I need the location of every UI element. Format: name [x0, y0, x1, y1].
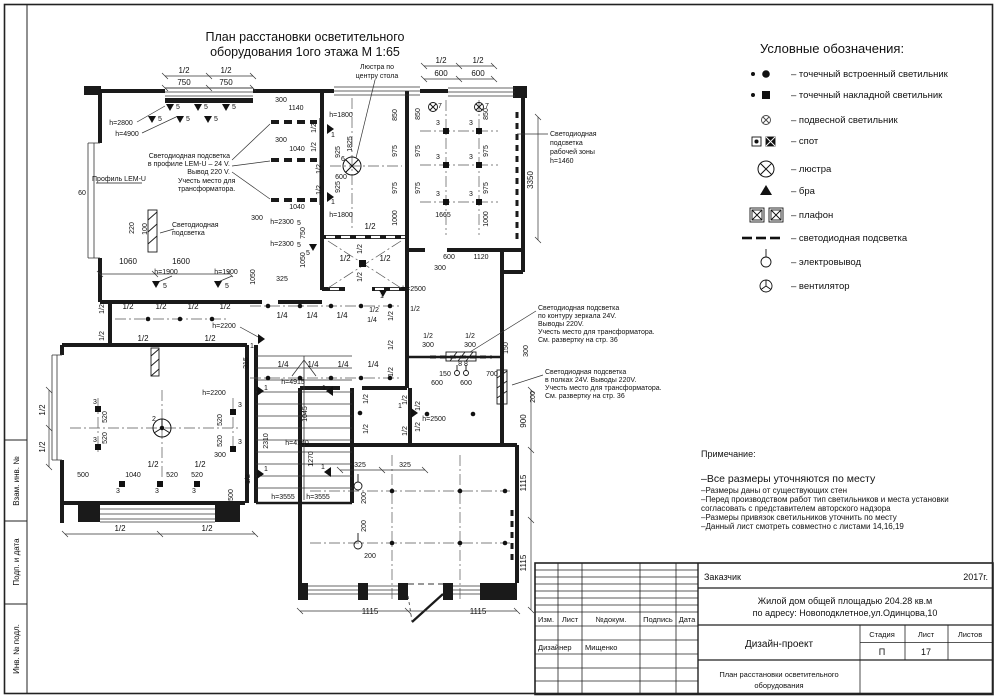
- drawing-name-line1: План расстановки осветительного: [719, 670, 839, 679]
- notes-header: Примечание:: [701, 449, 756, 459]
- plan-label: 3: [93, 437, 97, 444]
- plan-label: 1/2: [316, 164, 323, 174]
- plan-label: 1115: [519, 554, 528, 572]
- plan-label: 1/2: [369, 307, 379, 314]
- plan-label: 1/2: [220, 66, 232, 75]
- plan-label: 8 8: [458, 361, 468, 368]
- plan-label: 325: [399, 462, 411, 469]
- col-sign: Подпись: [643, 615, 673, 624]
- stage-value: П: [878, 647, 886, 657]
- plafond-icon: [750, 208, 783, 222]
- plan-label: 3: [116, 488, 120, 495]
- plan-title-line1: План расстановки осветительного: [205, 30, 405, 44]
- plan-label: 100: [142, 223, 149, 235]
- plan-label: 3: [238, 402, 242, 409]
- plan-label: 315: [243, 357, 250, 369]
- plan-label: 850: [392, 109, 399, 121]
- plan-label: 1/2: [357, 244, 364, 254]
- plan-label: 3: [436, 191, 440, 198]
- plan-label: 520: [102, 411, 109, 423]
- plan-label: 3: [469, 154, 473, 161]
- plan-label: 850: [483, 108, 490, 120]
- plan-label: 3: [436, 154, 440, 161]
- plan-label: 1/4: [337, 360, 349, 369]
- legend-item-label: – подвесной светильник: [791, 115, 898, 126]
- plan-label: 5: [163, 283, 167, 290]
- plan-label: 600: [431, 380, 443, 387]
- plan-label: 3: [469, 191, 473, 198]
- designer-name: Мищенко: [585, 643, 618, 652]
- plan-label: 1/2: [415, 401, 422, 411]
- plan-label: 1/2: [155, 302, 167, 311]
- plan-label: 1/2: [415, 422, 422, 432]
- plan-label: h=2500: [422, 416, 446, 423]
- plan-label: 1115: [361, 607, 379, 616]
- plan-label: 1/2: [147, 460, 159, 469]
- plan-label: подсветка: [550, 140, 583, 147]
- plan-label: 1/2: [472, 56, 484, 65]
- project-description-line1: Жилой дом общей площадью 204.28 кв.м: [757, 596, 933, 606]
- legend-item-label: – спот: [791, 136, 819, 147]
- plan-label: h=2200: [212, 323, 236, 330]
- plan-label: h=2500: [402, 286, 426, 293]
- plan-label: 300: [275, 97, 287, 104]
- plan-label: 1/2: [402, 395, 409, 405]
- plan-label: центру стола: [355, 73, 399, 80]
- plan-label: 600: [460, 380, 472, 387]
- plan-label: 1/2: [363, 394, 370, 404]
- plan-label: 5: [297, 242, 301, 249]
- plan-label: 300: [464, 342, 476, 349]
- title-block-text: [538, 572, 988, 690]
- plan-label: 1: [322, 385, 326, 392]
- note-line: –Размеры даны от существующих стен: [701, 486, 847, 495]
- plan-label: 150: [439, 371, 451, 378]
- pendant-light-icon: [762, 116, 771, 125]
- plan-label: 3350: [526, 171, 535, 189]
- surface-spot-icon: [751, 91, 770, 99]
- plan-label: 2310: [263, 433, 270, 449]
- plan-label: h=4915: [281, 379, 305, 386]
- plan-label: 1: [398, 403, 402, 410]
- plan-label: 2: [152, 416, 156, 423]
- plan-label: 325: [354, 462, 366, 469]
- stamp-cell-1: Взам. инв. №: [12, 456, 21, 506]
- note-line: –Все размеры уточняются по месту: [701, 473, 876, 485]
- plan-label: 1/2: [137, 334, 149, 343]
- plan-label: 520: [166, 472, 178, 479]
- plan-label: 520: [102, 432, 109, 444]
- plan-label: 1115: [519, 474, 528, 492]
- legend-item-label: – точечный встроенный светильник: [791, 69, 948, 80]
- plan-label: 1: [380, 293, 384, 300]
- plan-label: 1/2: [311, 142, 318, 152]
- plan-label: подсветка: [172, 230, 205, 237]
- plan-label: 1/2: [363, 424, 370, 434]
- recessed-spot-icon: [751, 70, 770, 78]
- plan-label: 300: [251, 215, 263, 222]
- plan-label: 200: [530, 391, 537, 403]
- plan-label: 925: [335, 181, 342, 193]
- plan-label: h=1460: [550, 158, 574, 165]
- plan-label: 1/2: [410, 306, 420, 313]
- plan-label: 300: [275, 137, 287, 144]
- stamp-cell-3: Инв. № подл.: [12, 624, 21, 674]
- plan-title-line2: оборудования 1ого этажа М 1:65: [210, 45, 400, 59]
- plan-label: 1000: [483, 211, 490, 227]
- plan-label: 1/2: [38, 441, 47, 453]
- plan-label: 1060: [119, 257, 137, 266]
- plan-label: 975: [483, 182, 490, 194]
- legend-item-label: – вентилятор: [791, 281, 850, 292]
- sconce-icon: [760, 185, 772, 195]
- plan-label: 1115: [469, 607, 487, 616]
- plan-label: См. развертку на стр. 36: [545, 393, 625, 400]
- plan-label: 975: [392, 182, 399, 194]
- plan-label: 1050: [300, 252, 307, 268]
- legend-item-label: – бра: [791, 186, 815, 197]
- plan-label: 1: [264, 385, 268, 392]
- plan-label: 850: [415, 108, 422, 120]
- plan-label: в полках 24V. Выводы 220V.: [545, 377, 637, 384]
- plan-label: 520: [217, 414, 224, 426]
- fan-icon: [760, 280, 772, 292]
- plan-label: 220: [129, 222, 136, 234]
- plan-label: Светодиодная: [550, 131, 597, 138]
- electrical-outlet-icon: [761, 249, 771, 267]
- plan-label: 325: [276, 276, 288, 283]
- spot-triangle-icons: [148, 104, 387, 297]
- plan-label: 1/4: [307, 360, 319, 369]
- plan-label: 3: [469, 120, 473, 127]
- plan-label: 975: [483, 145, 490, 157]
- plan-label: 200: [361, 520, 368, 532]
- plan-label: 520: [217, 435, 224, 447]
- plan-label: 7: [438, 103, 442, 110]
- legend-item-label: – люстра: [791, 164, 832, 175]
- plan-label: Светодиодная подсветка: [545, 369, 627, 376]
- plan-label: 500: [228, 489, 235, 501]
- col-list: Лист: [561, 615, 579, 624]
- plan-label: h=2300: [270, 219, 294, 226]
- plan-label: 1/2: [402, 426, 409, 436]
- col-doc: №докум.: [595, 615, 627, 624]
- plan-label: Светодиодная подсветка: [538, 305, 620, 312]
- doc-type: Дизайн-проект: [744, 639, 814, 650]
- plan-label: h=1900: [154, 269, 178, 276]
- plan-label: Учесть место для трансформатора.: [538, 329, 655, 336]
- plan-label: Люстра по: [360, 64, 394, 71]
- sheet-number: 17: [920, 647, 932, 657]
- col-izm: Изм.: [537, 615, 555, 624]
- pendant-light-icons: [429, 103, 484, 112]
- plan-label: 1/2: [339, 254, 351, 263]
- spot-icon: [752, 137, 775, 146]
- plan-label: 1/2: [379, 254, 391, 263]
- legend: [742, 41, 949, 292]
- plan-label: h=4900: [115, 131, 139, 138]
- plan-label: См. развертку на стр. 36: [538, 337, 618, 344]
- plan-label: 1665: [435, 212, 451, 219]
- plan-label: 1/4: [336, 311, 348, 320]
- plan-label: 5: [232, 104, 236, 111]
- plan-label: 1120: [473, 254, 489, 261]
- plan-label: 600: [471, 69, 485, 78]
- sheets-label: Листов: [957, 630, 983, 639]
- plan-label: Светодиодная подсветка: [148, 153, 230, 160]
- legend-item-label: – точечный накладной светильник: [791, 90, 943, 101]
- plan-label: 1825: [347, 136, 354, 152]
- plan-label: Учесть место для: [178, 178, 236, 185]
- plan-label: 1140: [288, 105, 304, 112]
- stamp-labels: [12, 456, 21, 674]
- plan-label: Выводы 220V.: [538, 321, 584, 328]
- plan-label: 500: [77, 472, 89, 479]
- plan-label: 3: [93, 399, 97, 406]
- entrance-door: [408, 584, 443, 622]
- plan-label: h=3555: [306, 494, 330, 501]
- plan-label: 5: [214, 116, 218, 123]
- plan-label: h=1900: [214, 269, 238, 276]
- legend-item-label: – светодиодная подсветка: [791, 233, 908, 244]
- surface-spot-icons: [95, 128, 482, 487]
- plan-label: 5: [186, 116, 190, 123]
- plan-label: 1/2: [219, 302, 231, 311]
- plan-label: h=2800: [109, 120, 133, 127]
- plan-label: 750: [300, 227, 307, 239]
- plan-label: 200: [361, 492, 368, 504]
- plan-label: 1/4: [276, 311, 288, 320]
- col-date: Дата: [678, 615, 696, 624]
- plan-label: 750: [177, 78, 191, 87]
- plan-label: в профиле LEM-U – 24 V.: [147, 161, 230, 168]
- plan-label: 1270: [308, 451, 315, 467]
- plan-label: 1: [264, 466, 268, 473]
- plan-label: 1040: [125, 472, 141, 479]
- plan-label: h=4140: [285, 440, 309, 447]
- plan-label: 1050: [250, 269, 257, 285]
- plan-label: 150: [503, 342, 510, 354]
- plan-label: 7: [485, 103, 489, 110]
- plan-label: 700: [486, 371, 498, 378]
- plan-label: 1/2: [388, 311, 395, 321]
- note-line: –Размеры привязок светильников уточнить по месту: [701, 513, 897, 522]
- plan-labels: [38, 56, 662, 616]
- drawing-name-line2: оборудования: [754, 681, 804, 690]
- designer-role: Дизайнер: [538, 643, 572, 652]
- plan-label: 5: [306, 250, 310, 257]
- plan-label: 300: [422, 342, 434, 349]
- plan-label: Профиль LEM-U: [92, 176, 146, 183]
- plan-label: 975: [415, 182, 422, 194]
- plan-label: h=2300: [270, 241, 294, 248]
- customer-label: Заказчик: [704, 572, 741, 582]
- plan-label: Учесть место для трансформатора.: [545, 385, 662, 392]
- sheet-label: Лист: [917, 630, 935, 639]
- plan-label: 1/2: [316, 185, 323, 195]
- plan-label: 3: [238, 439, 242, 446]
- plan-label: 1: [321, 464, 325, 471]
- plan-label: 1040: [289, 146, 305, 153]
- plan-label: 1600: [172, 257, 190, 266]
- plan-label: 975: [392, 145, 399, 157]
- plan-label: 300: [214, 452, 226, 459]
- plan-label: 6: [341, 156, 345, 163]
- plan-label: 1/2: [245, 474, 252, 484]
- plan-label: h=1800: [329, 112, 353, 119]
- plan-label: 1000: [392, 210, 399, 226]
- plan-label: h=3555: [271, 494, 295, 501]
- plan-label: 3: [155, 488, 159, 495]
- plan-label: 200: [364, 553, 376, 560]
- plan-label: рабочей зоны: [550, 149, 595, 156]
- note-line: согласовать с представителем авторского надзора: [701, 504, 891, 513]
- plan-label: 1/2: [122, 302, 134, 311]
- plan-label: 975: [415, 145, 422, 157]
- plan-label: 5: [225, 283, 229, 290]
- plan-label: 1/2: [204, 334, 216, 343]
- plan-label: 1/2: [435, 56, 447, 65]
- legend-item-label: – электровывод: [791, 257, 862, 268]
- stamp-cell-2: Подп. и дата: [12, 538, 21, 586]
- plan-label: 3: [436, 120, 440, 127]
- plan-label: 1/4: [367, 317, 377, 324]
- plan-label: 1/2: [423, 333, 433, 340]
- plan-label: 1/2: [99, 304, 106, 314]
- plan-label: 1/4: [277, 360, 289, 369]
- legend-header: Условные обозначения:: [760, 41, 905, 56]
- plan-label: трансформатора.: [178, 186, 236, 193]
- plan-label: 600: [335, 174, 347, 181]
- plan-label: 600: [434, 69, 448, 78]
- plan-label: 750: [219, 78, 233, 87]
- plan-label: 5: [297, 220, 301, 227]
- plan-label: 1/2: [364, 222, 376, 231]
- chandelier-icon: [758, 161, 774, 177]
- axis-lines: [70, 98, 510, 600]
- plan-label: 1/4: [306, 311, 318, 320]
- plan-label: 1/2: [357, 272, 364, 282]
- plan-label: 5: [204, 104, 208, 111]
- plan-label: 300: [434, 265, 446, 272]
- plan-label: 60: [78, 190, 86, 197]
- note-line: –Данный лист смотреть совместно с листами 14,16,19: [701, 522, 904, 531]
- plan-label: 5: [158, 116, 162, 123]
- plan-label: Вывод 220 V.: [187, 169, 230, 176]
- plan-label: 1/2: [194, 460, 206, 469]
- plan-label: Светодиодная: [172, 222, 219, 229]
- plan-label: 1: [331, 199, 335, 206]
- notes: [701, 449, 949, 531]
- plan-label: 600: [443, 254, 455, 261]
- plan-label: h=1800: [329, 212, 353, 219]
- plan-label: 1/2: [201, 524, 213, 533]
- plan-label: 1/4: [367, 360, 379, 369]
- plan-label: h=2200: [202, 390, 226, 397]
- plan-label: 1/2: [114, 524, 126, 533]
- plan-label: 5: [176, 104, 180, 111]
- plan-label: 3: [192, 488, 196, 495]
- plan-label: 1/2: [38, 404, 47, 416]
- stage-label: Стадия: [869, 630, 895, 639]
- plan-label: 1/2: [388, 340, 395, 350]
- stairs: [256, 356, 352, 500]
- walls: [62, 89, 523, 600]
- plan-label: 1040: [289, 204, 305, 211]
- note-line: –Перед производством работ тип светильников и места установки: [701, 495, 949, 504]
- plan-label: 1: [331, 132, 335, 139]
- plan-label: 1/2: [388, 367, 395, 377]
- plan-label: 1/2: [311, 123, 318, 133]
- plan-label: по контуру зеркала 24V.: [538, 313, 617, 320]
- year-value: 2017г.: [963, 572, 988, 582]
- plan-label: 1045: [302, 406, 309, 422]
- plan-label: 520: [191, 472, 203, 479]
- plan-label: 925: [335, 146, 342, 158]
- legend-item-label: – плафон: [791, 210, 834, 221]
- plan-label: 1: [250, 343, 254, 350]
- plan-label: 1/2: [187, 302, 199, 311]
- plan-label: 1/2: [99, 331, 106, 341]
- plan-label: 1/2: [465, 333, 475, 340]
- plan-label: 900: [519, 414, 528, 428]
- plan-label: 1/2: [178, 66, 190, 75]
- project-description-line2: по адресу: Новоподклетное,ул.Одинцова,10: [752, 608, 938, 618]
- plan-label: 300: [523, 345, 530, 357]
